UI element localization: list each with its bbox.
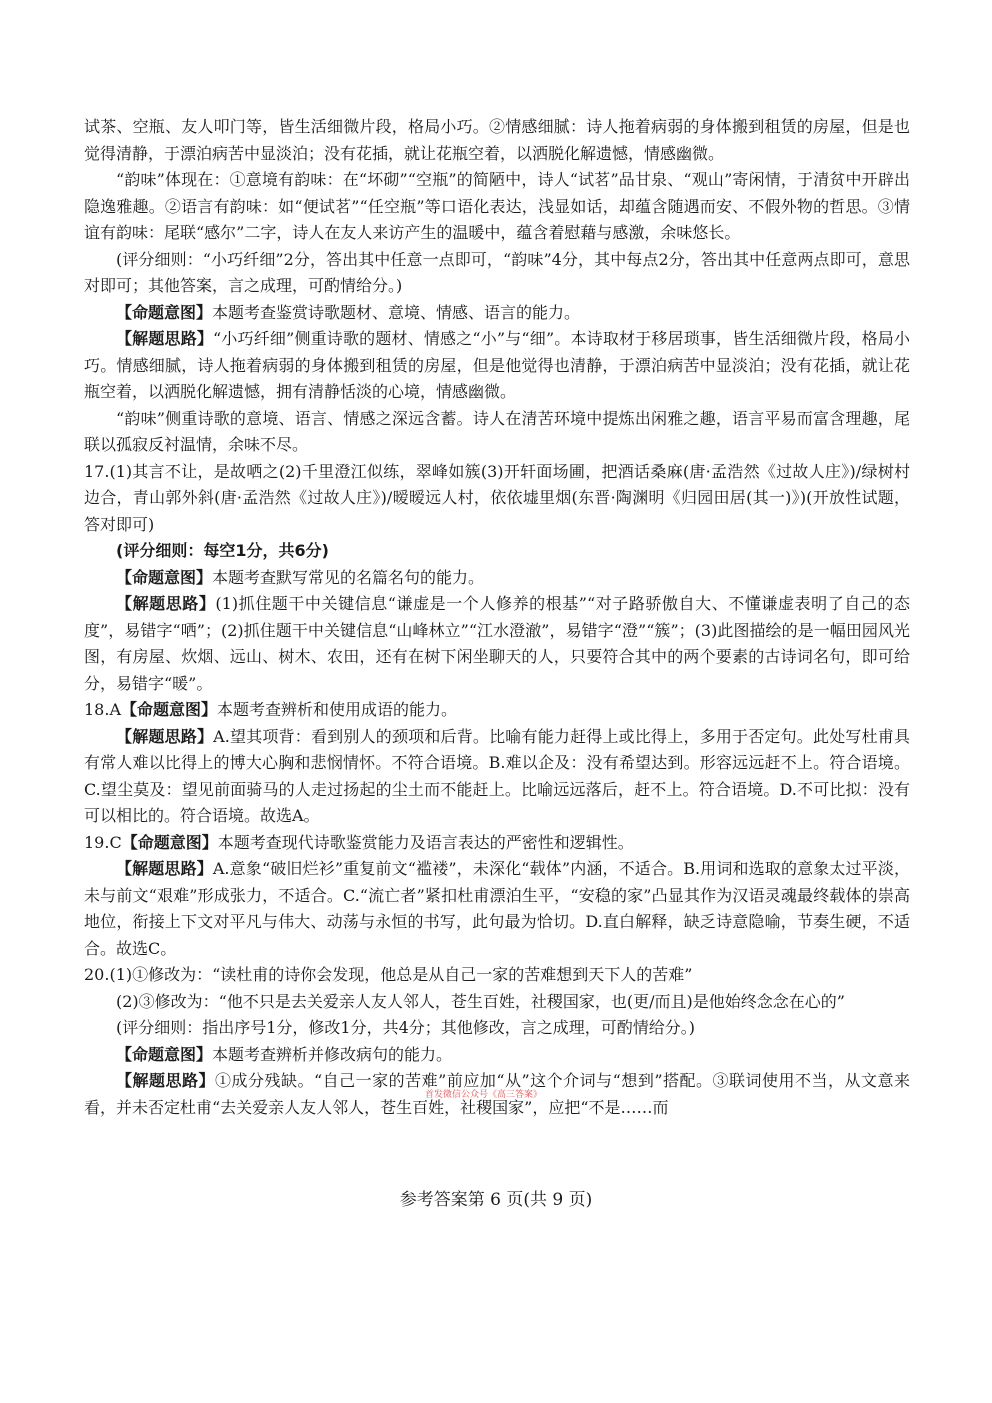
paragraph-text: (评分细则：每空1分，共6分)	[116, 541, 329, 560]
section-heading: 【命题意图】	[116, 567, 213, 587]
paragraph	[84, 962, 910, 989]
paragraph	[84, 830, 910, 857]
paragraph	[84, 591, 910, 697]
paragraph	[84, 724, 910, 830]
paragraph-text: (评分细则：“小巧纤细”2分，答出其中任意一点即可，“韵味”4分，其中每点2分，答出其中任意两点即可，意思对即可；其他答案，言之成理，可酌情给分。)	[84, 249, 910, 295]
question-number: 19.C	[84, 832, 122, 852]
paragraph-text: “小巧纤细”侧重诗歌的题材、情感之“小”与“细”。本诗取材于移居琐事，皆生活细微片段，格局小巧。情感细腻，诗人拖着病弱的身体搬到租赁的房屋，但是他觉得也清静，于漂泊病苦中显淡泊；没有花插，就让花瓶空着，以洒脱化解遗憾，拥有清静恬淡的心境，情感幽微。	[84, 329, 910, 401]
section-heading: 【解题思路】	[116, 594, 216, 613]
section-heading: 【解题思路】	[116, 859, 213, 878]
paragraph	[84, 406, 910, 459]
paragraph-text: 20.(1)①修改为：“读杜甫的诗你会发现，他总是从自己一家的苦难想到天下人的苦难”	[84, 965, 693, 984]
paragraph	[84, 1042, 910, 1069]
paragraph-text: (评分细则：指出序号1分，修改1分，共4分；其他修改，言之成理，可酌情给分。)	[116, 1018, 696, 1037]
paragraph-text: 试茶、空瓶、友人叩门等，皆生活细微片段，格局小巧。②情感细腻：诗人拖着病弱的身体搬到租赁的房屋，但是也觉得清静，于漂泊病苦中显淡泊；没有花插，就让花瓶空着，以洒脱化解遗憾，情感幽微。	[84, 117, 910, 163]
paragraph-text: 本题考查辨析和使用成语的能力。	[217, 700, 458, 719]
paragraph-text: 本题考查现代诗歌鉴赏能力及语言表达的严密性和逻辑性。	[217, 832, 634, 852]
paragraph	[84, 856, 910, 962]
paragraph-text: “韵味”侧重诗歌的意境、语言、情感之深远含蓄。诗人在清苦环境中提炼出闲雅之趣，语言平易而富含理趣，尾联以孤寂反衬温情，余味不尽。	[84, 408, 910, 454]
paragraph-text: 本题考查辨析并修改病句的能力。	[212, 1044, 453, 1064]
section-heading: 【解题思路】	[116, 726, 214, 746]
paragraph-text: 本题考查鉴赏诗歌题材、意境、情感、语言的能力。	[212, 302, 581, 322]
paragraph	[84, 565, 910, 592]
paragraph-text: (2)③修改为：“他不只是去关爱亲人友人邻人，苍生百姓，社稷国家，也(更/而且)是他始终念念在心的”	[116, 991, 845, 1011]
paragraph	[84, 326, 910, 406]
section-heading: 【命题意图】	[121, 700, 218, 719]
paragraph	[84, 989, 910, 1016]
paragraph	[84, 300, 910, 327]
paragraph-text: A.意象“破旧烂衫”重复前文“褴褛”，未深化“载体”内涵，不适合。B.用词和选取的意象太过平淡，未与前文“艰难”形成张力，不适合。C.“流亡者”紧扣杜甫漂泊生平，“安稳的家”凸显其作为汉语灵魂最终载体的崇高地位，衔接上下文对平凡与伟大、动荡与永恒的书写，此句最为恰切。D.直白解释，缺乏诗意隐喻，节奏生硬，不适合。故选C。	[84, 859, 910, 958]
watermark-text: 首发微信公众号《高三答案》	[425, 1090, 543, 1100]
paragraph-text: (1)抓住题干中关键信息“谦虚是一个人修养的根基”“对子路骄傲自大、不懂谦虚表明了自己的态度”，易错字“哂”；(2)抓住题干中关键信息“山峰林立”“江水澄澈”，易错字“澄”“簇”；(3)此图描绘的是一幅田园风光图，有房屋、炊烟、远山、树木、农田，还有在树下闲坐聊天的人，只要符合其中的两个要素的古诗词名句，即可给分，易错字“暖”。	[84, 594, 910, 693]
section-heading: 【命题意图】	[116, 1044, 213, 1064]
section-heading: 【解题思路】	[116, 329, 214, 348]
paragraph	[84, 1015, 910, 1042]
paragraph	[84, 538, 910, 565]
paragraph-text: 17.(1)其言不让，是故哂之(2)千里澄江似练，翠峰如簇(3)开轩面场圃，把酒话桑麻(唐·孟浩然《过故人庄》)/绿树村边合，青山郭外斜(唐·孟浩然《过故人庄》)/暧暧远人村，依依墟里烟(东晋·陶渊明《归园田居(其一)》)(开放性试题，答对即可)	[84, 461, 910, 534]
page-footer: 参考答案第 6 页(共 9 页)	[399, 1190, 593, 1210]
question-number: 18.A	[84, 700, 121, 719]
paragraph-text: “韵味”体现在：①意境有韵味：在“坏砌”“空瓶”的简陋中，诗人“试茗”品甘泉、“观山”寄闲情，于清贫中开辟出隐逸雅趣。②语言有韵味：如“便试茗”“任空瓶”等口语化表达，浅显如话，却蕴含随遇而安、不假外物的哲思。③情谊有韵味：尾联“感尔”二字，诗人在友人来访产生的温暖中，蕴含着慰藉与感激，余味悠长。	[84, 170, 910, 242]
section-heading: 【命题意图】	[121, 832, 218, 852]
paragraph	[84, 167, 910, 247]
section-heading: 【解题思路】	[116, 1071, 215, 1090]
answer-body	[84, 114, 910, 1121]
paragraph	[84, 247, 910, 300]
section-heading: 【命题意图】	[116, 302, 213, 322]
paragraph	[84, 114, 910, 167]
paragraph-text: A.望其项背：看到别人的颈项和后背。比喻有能力赶得上或比得上，多用于否定句。此处写杜甫具有常人难以比得上的博大心胸和悲悯情怀。不符合语境。B.难以企及：没有希望达到。形容远远赶不上。符合语境。C.望尘莫及：望见前面骑马的人走过扬起的尘土而不能赶上。比喻远远落后，赶不上。符合语境。D.不可比拟：没有可以相比的。符合语境。故选A。	[84, 726, 910, 825]
paragraph	[84, 459, 910, 539]
paragraph-text: ①成分残缺。“自己一家的苦难”前应加“从”这个介词与“想到”搭配。③联词使用不当，从文意来看，并未否定杜甫“去关爱亲人友人邻人，苍生百姓，社稷国家”，应把“不是……而	[84, 1071, 910, 1117]
paragraph	[84, 697, 910, 724]
paragraph-text: 本题考查默写常见的名篇名句的能力。	[212, 567, 485, 587]
